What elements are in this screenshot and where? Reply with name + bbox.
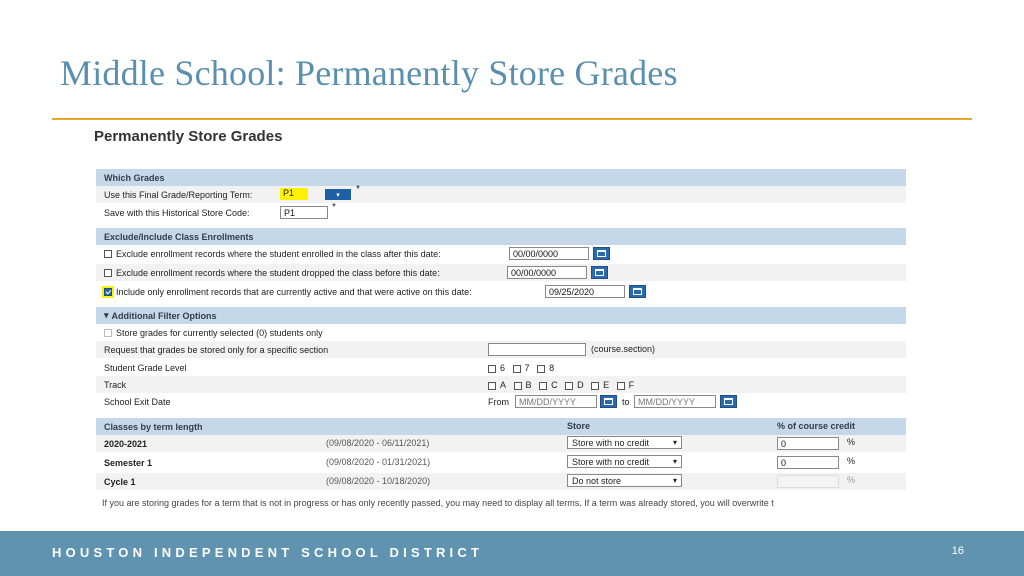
term-select[interactable] bbox=[280, 188, 308, 200]
track-checkbox[interactable] bbox=[539, 382, 547, 390]
store-code-label: Save with this Historical Store Code: bbox=[104, 207, 250, 218]
exit-date-label: School Exit Date bbox=[104, 396, 171, 407]
exit-date-to-placeholder: MM/DD/YYYY bbox=[638, 396, 696, 407]
dropped-before-row bbox=[96, 264, 906, 281]
calendar-icon[interactable] bbox=[600, 395, 617, 408]
active-on-date-value: 09/25/2020 bbox=[549, 286, 595, 297]
track-option: B bbox=[525, 380, 532, 390]
exit-date-from-placeholder: MM/DD/YYYY bbox=[519, 396, 577, 407]
percent-sign: % bbox=[847, 456, 856, 466]
section-enrollments-label: Exclude/Include Class Enrollments bbox=[104, 231, 254, 242]
calendar-icon[interactable] bbox=[720, 395, 737, 408]
from-label: From bbox=[488, 397, 509, 407]
active-on-date-input[interactable] bbox=[545, 285, 625, 298]
grade-level-checkbox[interactable] bbox=[488, 365, 496, 373]
store-code-value: P1 bbox=[284, 207, 296, 218]
store-code-required-marker: * bbox=[332, 202, 336, 213]
selected-students-label: Store grades for currently selected (0) students only bbox=[116, 327, 323, 338]
class-dates: (09/08/2020 - 10/18/2020) bbox=[326, 476, 431, 486]
enrolled-after-label: Exclude enrollment records where the student enrolled in the class after this date: bbox=[116, 248, 441, 259]
calendar-icon[interactable] bbox=[629, 285, 646, 298]
section-hint: (course.section) bbox=[591, 344, 656, 354]
grade-level-options bbox=[488, 363, 554, 373]
collapse-toggle-icon[interactable]: ▾ bbox=[104, 310, 109, 320]
percent-sign: % bbox=[847, 475, 856, 485]
section-request-label: Request that grades be stored only for a specific section bbox=[104, 344, 329, 355]
enrolled-after-date-input[interactable] bbox=[509, 247, 589, 260]
active-on-row bbox=[96, 283, 906, 300]
dropped-before-checkbox[interactable] bbox=[104, 269, 112, 277]
track-checkbox[interactable] bbox=[514, 382, 522, 390]
dropped-before-label: Exclude enrollment records where the student dropped the class before this date: bbox=[116, 267, 440, 278]
track-option: A bbox=[500, 380, 507, 390]
track-checkbox[interactable] bbox=[617, 382, 625, 390]
track-option: D bbox=[577, 380, 584, 390]
store-select[interactable] bbox=[567, 436, 682, 449]
district-name: HOUSTON INDEPENDENT SCHOOL DISTRICT bbox=[52, 545, 484, 560]
calendar-icon[interactable] bbox=[591, 266, 608, 279]
title-divider bbox=[52, 118, 972, 120]
section-which-grades bbox=[96, 169, 906, 186]
grade-level-checkbox[interactable] bbox=[513, 365, 521, 373]
track-checkbox[interactable] bbox=[488, 382, 496, 390]
class-dates: (09/08/2020 - 01/31/2021) bbox=[326, 457, 431, 467]
footer-bar bbox=[0, 531, 1024, 576]
classes-header-credit: % of course credit bbox=[777, 421, 856, 431]
enrolled-after-row bbox=[96, 245, 906, 262]
track-checkbox[interactable] bbox=[565, 382, 573, 390]
store-select[interactable] bbox=[567, 455, 682, 468]
dropped-before-date-value: 00/00/0000 bbox=[511, 267, 557, 278]
chevron-down-icon: ▾ bbox=[672, 438, 677, 447]
track-label: Track bbox=[104, 379, 127, 390]
term-select-value: P1 bbox=[283, 188, 295, 198]
form-screenshot bbox=[94, 122, 906, 508]
percent-sign: % bbox=[847, 437, 856, 447]
term-label: Use this Final Grade/Reporting Term: bbox=[104, 189, 253, 200]
exit-date-to-input[interactable] bbox=[634, 395, 716, 408]
section-input[interactable] bbox=[488, 343, 586, 356]
term-required-marker: * bbox=[356, 184, 360, 195]
chevron-down-icon: ▾ bbox=[672, 457, 677, 466]
track-option: F bbox=[628, 380, 635, 390]
selected-students-row bbox=[96, 324, 906, 341]
dropped-before-date-input[interactable] bbox=[507, 266, 587, 279]
track-checkbox[interactable] bbox=[591, 382, 599, 390]
form-heading: Permanently Store Grades bbox=[94, 128, 283, 145]
store-select-value: Do not store bbox=[572, 475, 622, 486]
chevron-down-icon: ▾ bbox=[672, 476, 677, 485]
term-row bbox=[96, 186, 906, 203]
active-on-label: Include only enrollment records that are currently active and that were active on this date: bbox=[116, 286, 472, 297]
slide-title: Middle School: Permanently Store Grades bbox=[60, 53, 678, 93]
credit-value: 0 bbox=[781, 438, 787, 449]
page-number: 16 bbox=[951, 545, 964, 557]
chevron-down-icon: ▾ bbox=[336, 191, 340, 199]
track-options bbox=[488, 380, 634, 390]
term-dropdown-button[interactable] bbox=[325, 189, 351, 200]
track-option: E bbox=[603, 380, 610, 390]
to-label: to bbox=[622, 397, 630, 407]
track-option: C bbox=[551, 380, 558, 390]
section-additional-filters-label: Additional Filter Options bbox=[111, 310, 217, 321]
calendar-icon[interactable] bbox=[593, 247, 610, 260]
store-code-input[interactable] bbox=[280, 206, 328, 219]
store-select-value: Store with no credit bbox=[572, 456, 650, 467]
class-dates: (09/08/2020 - 06/11/2021) bbox=[326, 438, 430, 448]
store-select-value: Store with no credit bbox=[572, 437, 650, 448]
active-on-checkbox[interactable] bbox=[104, 288, 112, 296]
enrolled-after-checkbox[interactable] bbox=[104, 250, 112, 258]
grade-level-label: Student Grade Level bbox=[104, 362, 187, 373]
class-term: 2020-2021 bbox=[104, 438, 148, 449]
storage-note: If you are storing grades for a term that is not in progress or has only recently passed, you may need to display all terms. If a term was already stored, you will overwrite t bbox=[102, 498, 774, 508]
section-enrollments bbox=[96, 228, 906, 245]
store-select[interactable] bbox=[567, 474, 682, 487]
grade-level-option: 6 bbox=[500, 363, 506, 373]
credit-input[interactable] bbox=[777, 475, 839, 488]
section-which-grades-label: Which Grades bbox=[104, 172, 165, 183]
selected-students-checkbox[interactable] bbox=[104, 329, 112, 337]
class-term: Cycle 1 bbox=[104, 476, 136, 487]
store-code-row bbox=[96, 204, 906, 221]
class-term: Semester 1 bbox=[104, 457, 153, 468]
grade-level-option: 8 bbox=[549, 363, 555, 373]
classes-header-store: Store bbox=[567, 421, 591, 431]
enrolled-after-date-value: 00/00/0000 bbox=[513, 248, 559, 259]
credit-value: 0 bbox=[781, 457, 787, 468]
grade-level-option: 7 bbox=[524, 363, 530, 373]
classes-header-term: Classes by term length bbox=[104, 421, 203, 432]
credit-input[interactable] bbox=[777, 456, 839, 469]
exit-date-from-input[interactable] bbox=[515, 395, 597, 408]
section-additional-filters[interactable] bbox=[96, 307, 906, 324]
grade-level-checkbox[interactable] bbox=[537, 365, 545, 373]
credit-input[interactable] bbox=[777, 437, 839, 450]
